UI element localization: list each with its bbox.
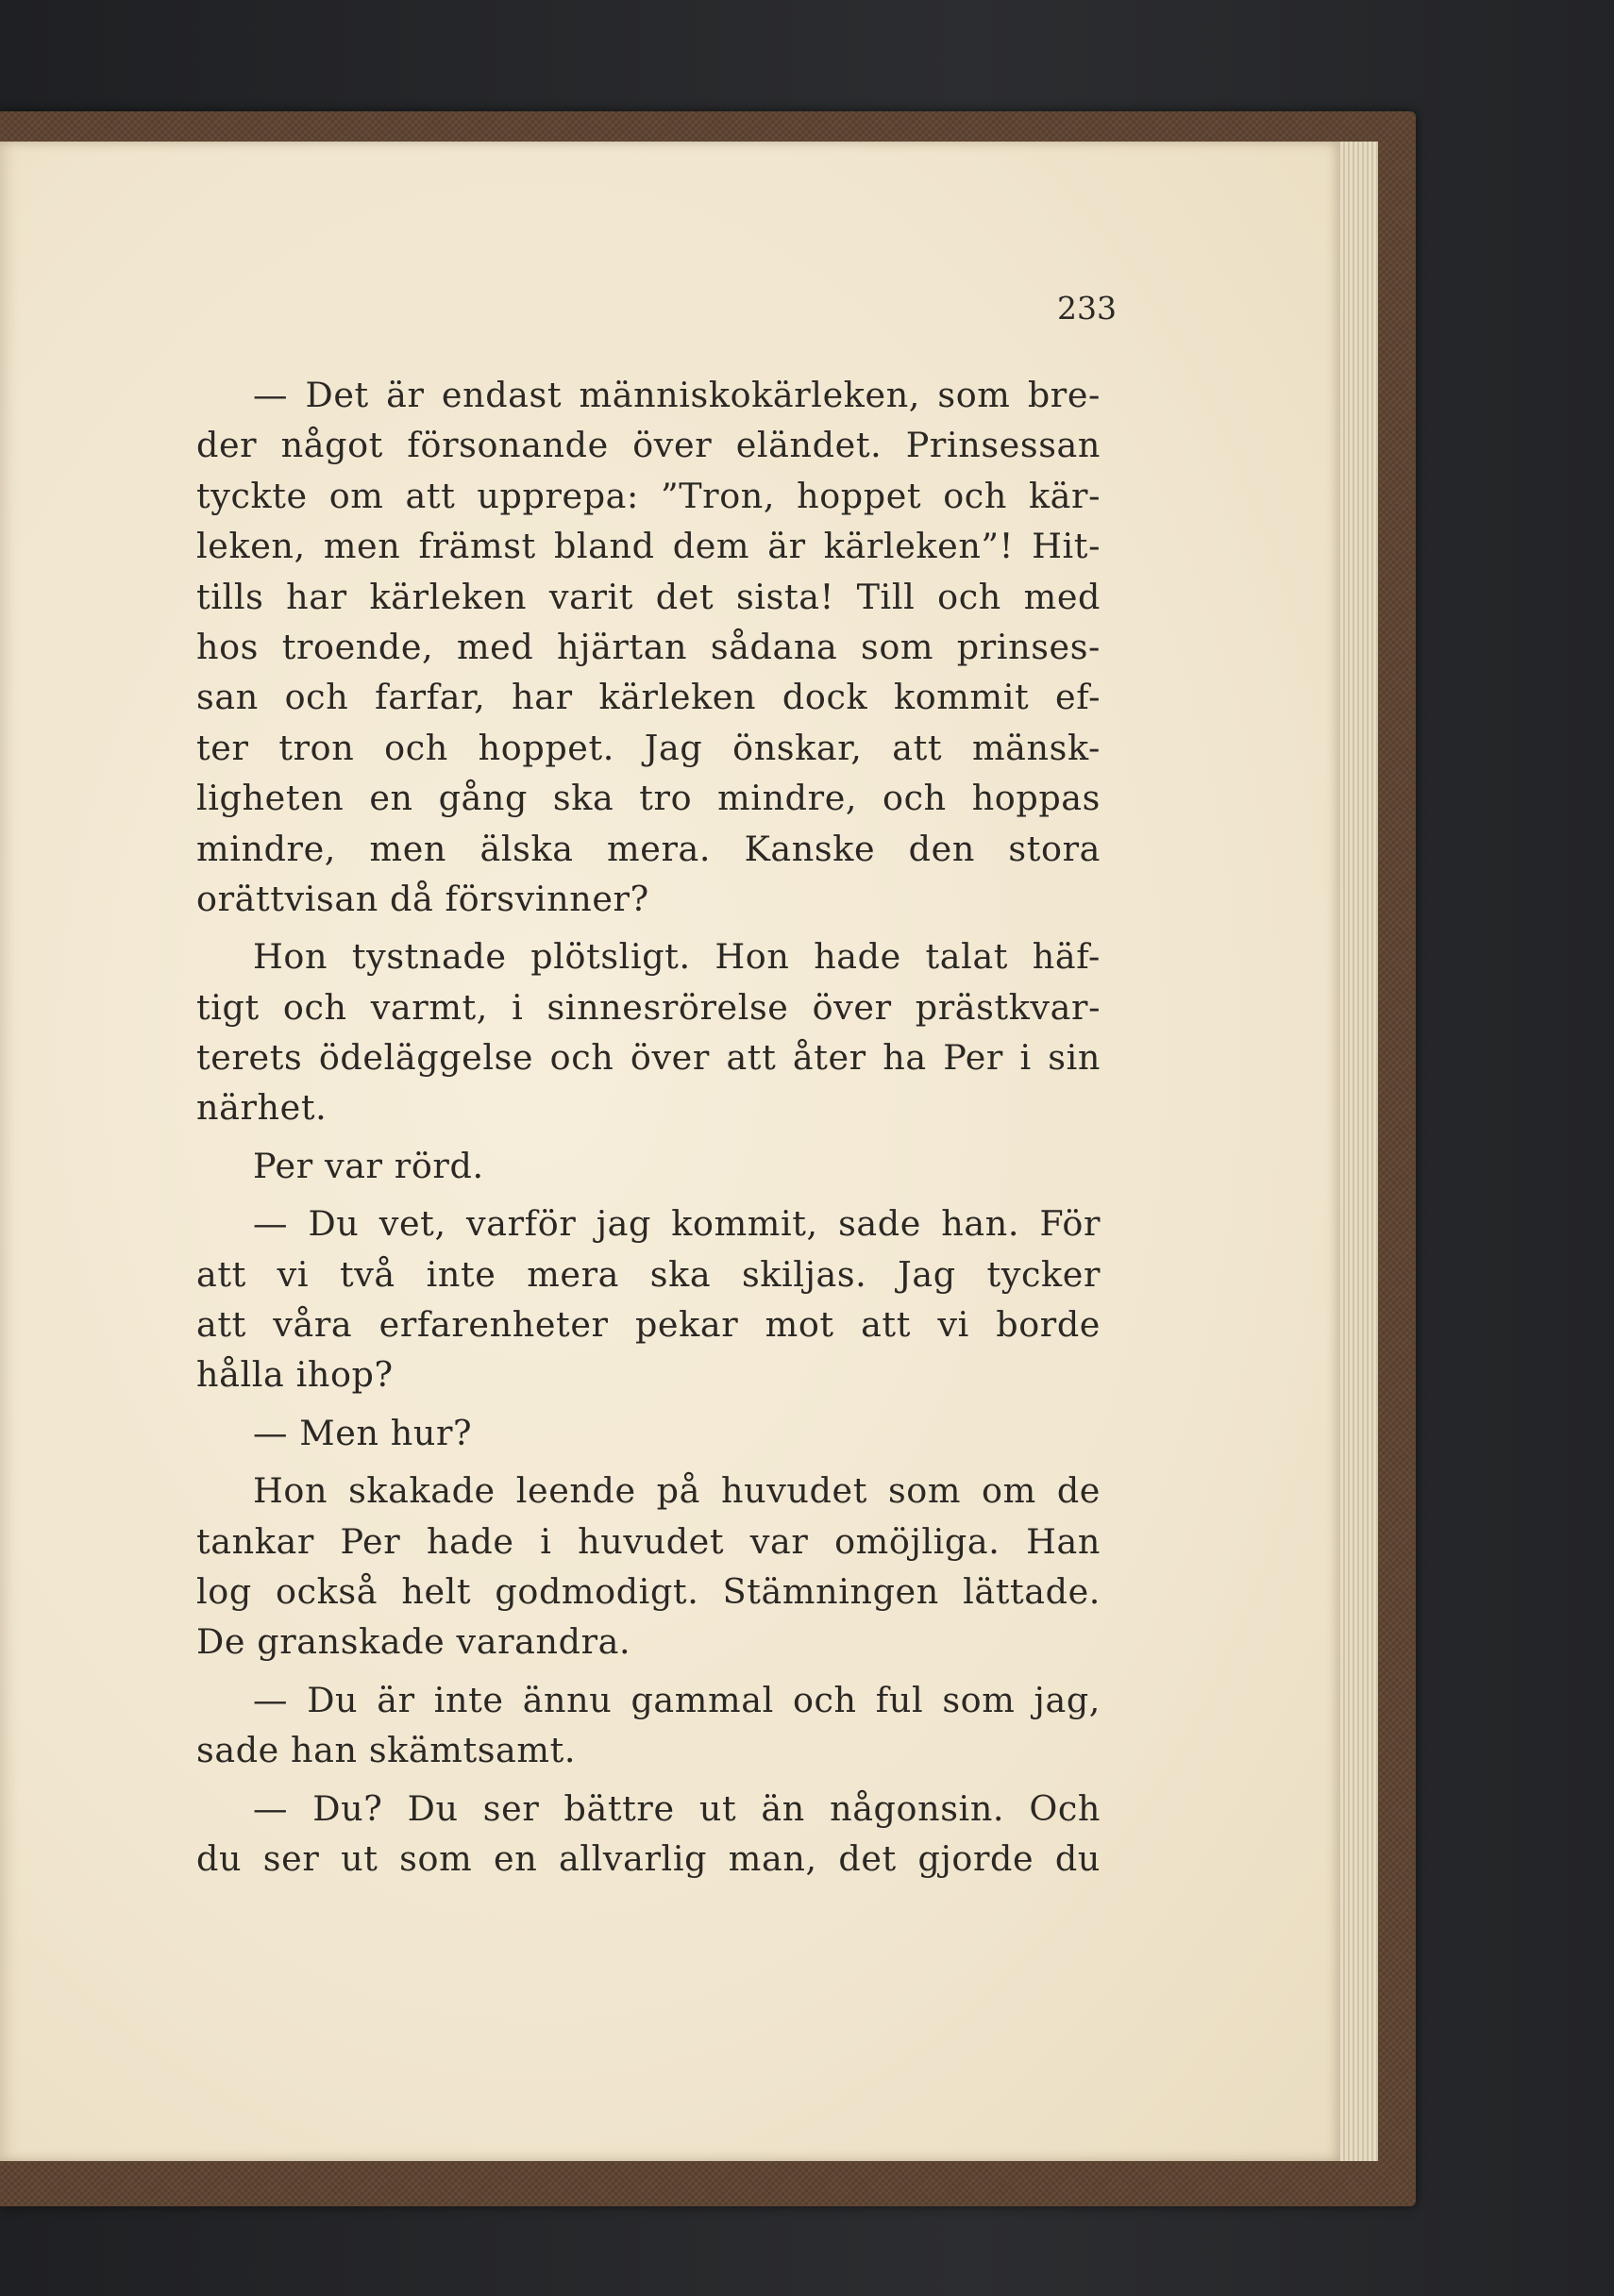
- text-line: log också helt godmodigt. Stämningen lättade.: [196, 1570, 1101, 1612]
- text-line: tyckte om att upprepa: ”Tron, hoppet och kär-: [196, 475, 1101, 516]
- paragraph-5: [196, 1408, 1101, 1458]
- page-number: 233: [1057, 290, 1117, 327]
- page-text: [196, 370, 1101, 1884]
- text-line: ter tron och hoppet. Jag önskar, att mänsk-: [196, 727, 1101, 768]
- text-line: att våra erfarenheter pekar mot att vi borde: [196, 1304, 1101, 1346]
- text-line: närhet.: [196, 1087, 328, 1129]
- text-line: leken, men främst bland dem är kärleken”! Hit-: [196, 526, 1101, 567]
- text-line: ligheten en gång ska tro mindre, och hoppas: [196, 778, 1101, 819]
- paragraph-2: [196, 931, 1101, 1133]
- text-line: — Men hur?: [253, 1412, 473, 1453]
- text-line: Per var rörd.: [253, 1145, 484, 1186]
- paragraph-1: [196, 370, 1101, 924]
- text-line: — Du är inte ännu gammal och ful som jag,: [253, 1679, 1101, 1720]
- text-line: hos troende, med hjärtan sådana som prinses-: [196, 626, 1101, 667]
- text-line: san och farfar, har kärleken dock kommit ef-: [196, 677, 1101, 718]
- text-line: tigt och varmt, i sinnesrörelse över prästkvar-: [196, 986, 1101, 1028]
- text-line: att vi två inte mera ska skiljas. Jag tycker: [196, 1253, 1101, 1295]
- text-line: Hon tystnade plötsligt. Hon hade talat häf-: [253, 936, 1101, 978]
- text-line: Hon skakade leende på huvudet som om de: [253, 1470, 1101, 1512]
- paragraph-3: [196, 1141, 1101, 1191]
- text-line: mindre, men älska mera. Kanske den stora: [196, 828, 1101, 869]
- paragraph-8: [196, 1784, 1101, 1885]
- text-line: sade han skämtsamt.: [196, 1730, 577, 1771]
- paragraph-7: [196, 1675, 1101, 1776]
- text-line: — Du vet, varför jag kommit, sade han. För: [253, 1203, 1101, 1245]
- paragraph-4: [196, 1198, 1101, 1400]
- text-line: tills har kärleken varit det sista! Till och med: [196, 576, 1101, 617]
- text-line: — Du? Du ser bättre ut än någonsin. Och: [253, 1787, 1101, 1829]
- text-line: terets ödeläggelse och över att åter ha Per i sin: [196, 1037, 1101, 1079]
- text-line: tankar Per hade i huvudet var omöjliga. Han: [196, 1520, 1101, 1562]
- text-line: du ser ut som en allvarlig man, det gjorde du: [196, 1837, 1101, 1879]
- paragraph-6: [196, 1466, 1101, 1668]
- text-line: De granskade varandra.: [196, 1621, 631, 1663]
- text-line: der något försonande över eländet. Prinsessan: [196, 425, 1101, 466]
- text-line: — Det är endast människokärleken, som bre-: [253, 375, 1101, 415]
- text-line: orättvisan då försvinner?: [196, 878, 649, 919]
- text-line: hålla ihop?: [196, 1354, 394, 1396]
